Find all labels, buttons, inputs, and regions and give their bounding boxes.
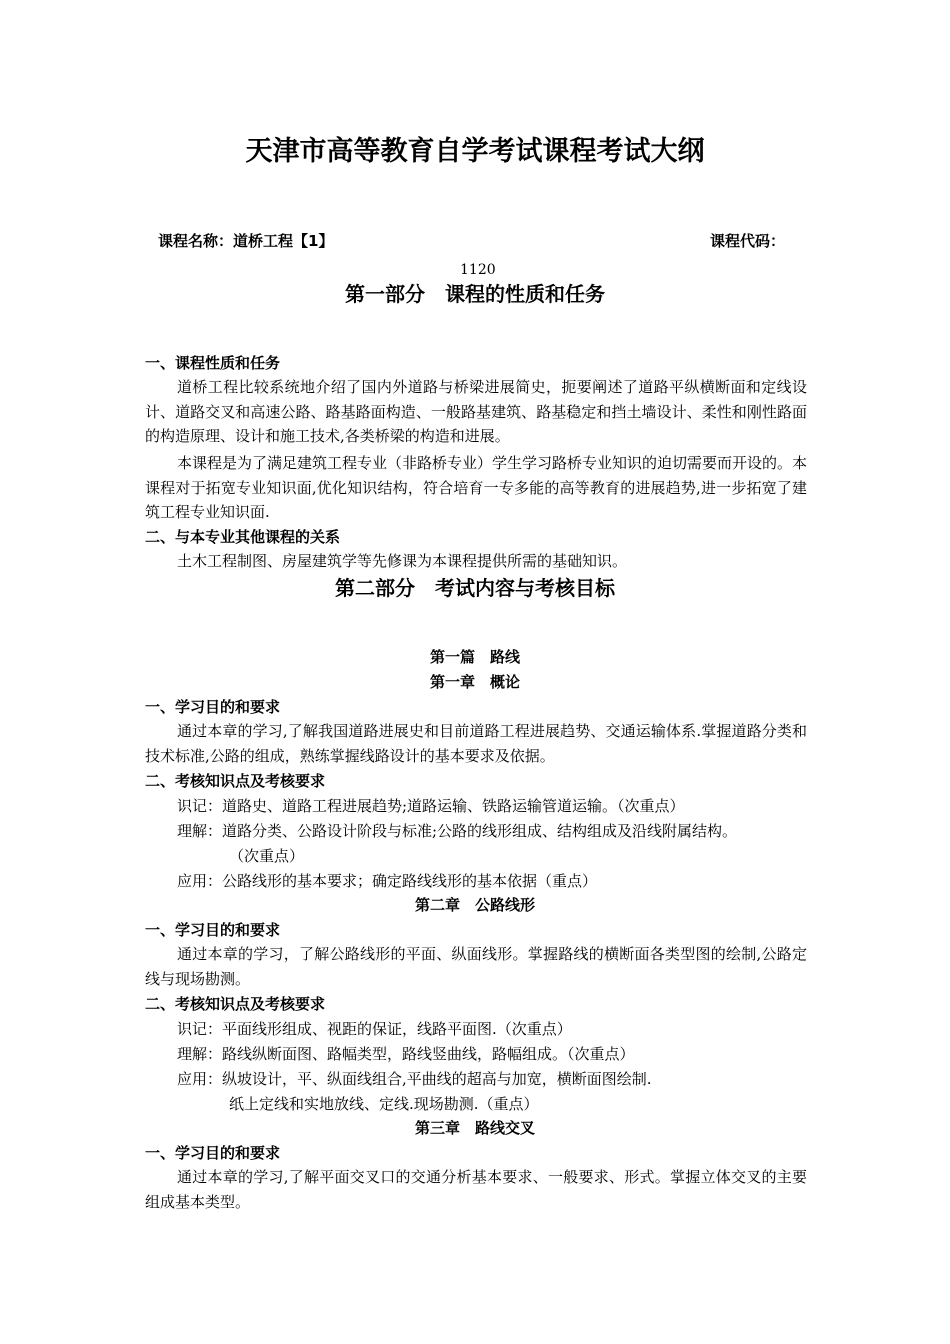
chapter2-goal-paragraph: 通过本章的学习，了解公路线形的平面、纵面线形。掌握路线的横断面各类型图的绘制,公路定线与现场勘测。 — [145, 945, 807, 988]
chapter3-title: 第三章 路线交叉 — [414, 1119, 535, 1137]
chapter1-goal-heading: 一、学习目的和要求 — [145, 698, 281, 716]
chapter2-goal-heading: 一、学习目的和要求 — [145, 921, 281, 939]
chapter3-goal-paragraph: 通过本章的学习,了解平面交叉口的交通分析基本要求、一般要求、形式。掌握立体交叉的主要组成基本类型。 — [145, 1168, 807, 1211]
part1-heading: 第一部分 课程的性质和任务 — [345, 282, 605, 306]
part1-section1-paragraph2: 本课程是为了满足建筑工程专业（非路桥专业）学生学习路桥专业知识的迫切需要而开设的。本课程对于拓宽专业知识面,优化知识结构，符合培育一专多能的高等教育的进展趋势,进一步拓宽了建筑工程专业知识面. — [145, 454, 808, 522]
part1-section2-paragraph: 土木工程制图、房屋建筑学等先修课为本课程提供所需的基础知识。 — [177, 552, 628, 570]
chapter2-knowledge-recall: 识记：平面线形组成、视距的保证，线路平面图.（次重点） — [177, 1020, 572, 1038]
chapter1-title: 第一章 概论 — [429, 673, 520, 691]
chapter1-knowledge-apply: 应用：公路线形的基本要求；确定路线线形的基本依据（重点） — [177, 872, 598, 890]
chapter2-knowledge-apply: 应用：纵坡设计，平、纵面线组合,平曲线的超高与加宽，横断面图绘制. — [177, 1070, 652, 1088]
chapter1-goal-paragraph: 通过本章的学习,了解我国道路进展史和目前道路工程进展趋势、交通运输体系.掌握道路分类和技术标准,公路的组成，熟练掌握线路设计的基本要求及依据。 — [145, 722, 807, 765]
part1-section2-heading: 二、与本专业其他课程的关系 — [145, 528, 341, 546]
course-code-label: 课程代码： — [710, 232, 786, 250]
course-name: 课程名称：道桥工程【1】 — [158, 232, 334, 250]
chapter2-title: 第二章 公路线形 — [414, 896, 535, 914]
volume1-heading: 第一篇 路线 — [429, 648, 520, 666]
course-code: 1120 — [460, 262, 496, 278]
chapter1-assessment-heading: 二、考核知识点及考核要求 — [145, 772, 326, 790]
part2-heading: 第二部分 考试内容与考核目标 — [335, 576, 615, 600]
chapter2-assessment-heading: 二、考核知识点及考核要求 — [145, 995, 326, 1013]
part1-section1-paragraph1: 道桥工程比较系统地介绍了国内外道路与桥梁进展简史，扼要阐述了道路平纵横断面和定线设计、道路交叉和高速公路、路基路面构造、一般路基建筑、路基稳定和挡土墙设计、柔性和刚性路面的构造原理、设计和施工技术,各类桥梁的构造和进展。 — [145, 378, 807, 446]
chapter1-knowledge-understand-note: （次重点） — [229, 847, 305, 865]
chapter3-goal-heading: 一、学习目的和要求 — [145, 1144, 281, 1162]
chapter1-knowledge-understand: 理解：道路分类、公路设计阶段与标准;公路的线形组成、结构组成及沿线附属结构。 — [177, 822, 738, 840]
part1-section1-heading: 一、课程性质和任务 — [145, 354, 281, 372]
document-title: 天津市高等教育自学考试课程考试大纲 — [245, 136, 705, 167]
chapter2-knowledge-apply-cont: 纸上定线和实地放线、定线.现场勘测.（重点） — [229, 1095, 539, 1113]
chapter2-knowledge-understand: 理解：路线纵断面图、路幅类型，路线竖曲线，路幅组成。（次重点） — [177, 1045, 635, 1063]
chapter1-knowledge-recall: 识记：道路史、道路工程进展趋势;道路运输、铁路运输管道运输。（次重点） — [177, 797, 685, 815]
